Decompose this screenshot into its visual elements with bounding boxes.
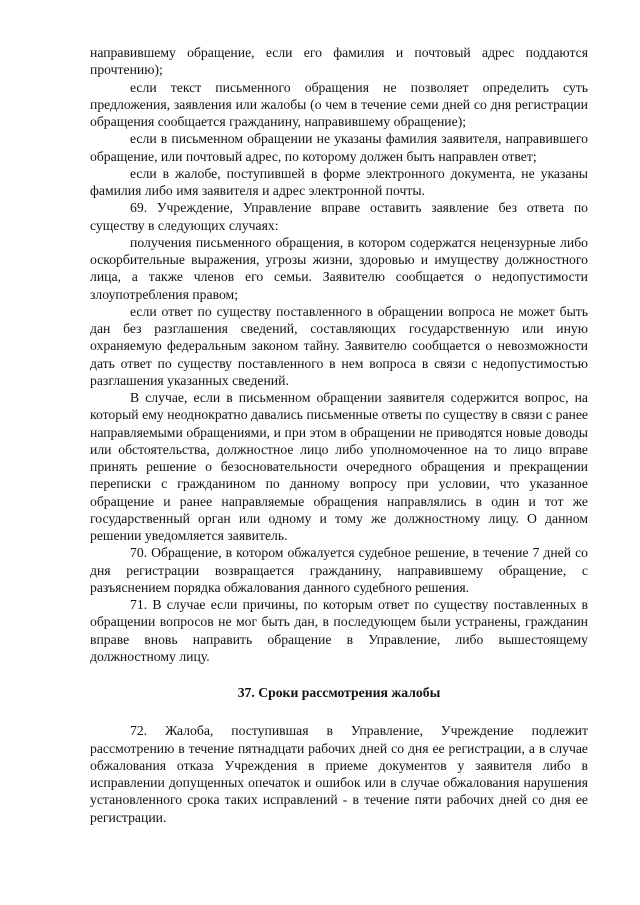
paragraph-clause-71: 71. В случае если причины, по которым ответ по существу поставленных в обращении вопросов не мог быть дан, в последующем были устранены, гражданин вправе вновь направить обращение в Управление, либо вышестоящему должностному лицу. [90,597,588,664]
paragraph-clause-72: 72. Жалоба, поступившая в Управление, Учреждение подлежит рассмотрению в течение пятнадцати рабочих дней со дня ее регистрации, а в случае обжалования отказа Учреждения в приеме документов у заявителя либо в исправлении допущенных опечаток и ошибок или в случае обжалования нарушения установленного срока таких исправлений - в течение пяти рабочих дней со дня ее регистрации. [90,723,588,825]
paragraph-clause-70: 70. Обращение, в котором обжалуется судебное решение, в течение 7 дней со дня регистрации возвращается гражданину, направившему обращение, с разъяснением порядка обжалования данного судебного решения. [90,545,588,595]
section-heading: 37. Сроки рассмотрения жалобы [237,685,441,700]
paragraph-item: если в жалобе, поступившей в форме электронного документа, не указаны фамилия либо имя заявителя и адрес электронной почты. [90,165,588,198]
paragraph-continuation: направившему обращение, если его фамилия и почтовый адрес поддаются прочтению); [90,45,588,78]
paragraph-clause-69: 69. Учреждение, Управление вправе оставить заявление без ответа по существу в следующих случаях: [90,200,588,233]
paragraph-item: получения письменного обращения, в котором содержатся нецензурные либо оскорбительные выражения, угрозы жизни, здоровью и имуществу должностного лица, а также членов его семьи. Заявителю сообщается о недопустимости злоупотребления правом; [90,234,588,302]
paragraph-item: если в письменном обращении не указаны фамилия заявителя, направившего обращение, или почтовый адрес, по которому должен быть направлен ответ; [90,131,588,164]
paragraph-item: если текст письменного обращения не позволяет определить суть предложения, заявления или жалобы (о чем в течение семи дней со дня регистрации обращения сообщается гражданину, направившему обращение); [90,79,588,129]
paragraph-item: В случае, если в письменном обращении заявителя содержится вопрос, на который ему неоднократно давались письменные ответы по существу в связи с ранее направляемыми обращениями, и при этом в обращении не приводятся новые доводы или обстоятельства, должностное лицо либо уполномоченное на то лицо вправе принять решение о безосновательности очередного обращения и прекращении переписки с гражданином по данному вопросу при условии, что указанное обращение и ранее направляемые обращения направлялись в один и тот же государственный орган или одному и тому же должностному лицу. О данном решении уведомляется заявитель. [90,390,588,543]
paragraph-item: если ответ по существу поставленного в обращении вопроса не может быть дан без разглашения сведений, составляющих государственную или иную охраняемую федеральным законом тайну. Заявителю сообщается о невозможности дать ответ по существу поставленного в нем вопроса в связи с недопустимостью разглашения указанных сведений. [90,303,588,388]
